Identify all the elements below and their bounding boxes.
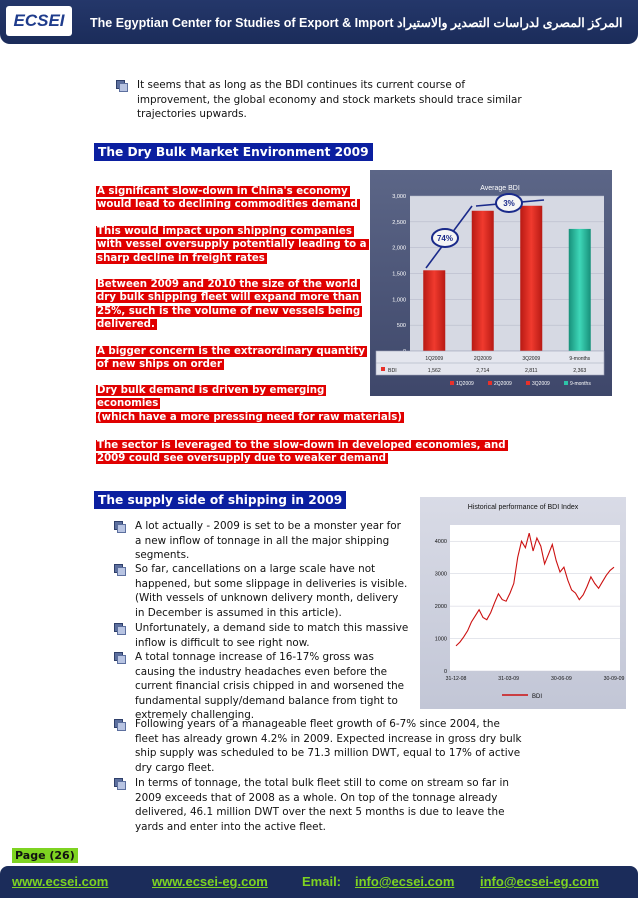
red-paragraph xyxy=(96,384,404,424)
intro-bullet xyxy=(137,78,522,122)
bar xyxy=(520,206,542,351)
annotation-74pct: 74% xyxy=(436,234,454,243)
paragraph-line: sharp decline in freight rates xyxy=(97,252,265,264)
x-tick-label: 30-09-09 xyxy=(603,676,625,682)
bar xyxy=(423,270,445,351)
x-tick-label: 2Q2009 xyxy=(473,356,492,362)
legend-label: 2Q2009 xyxy=(494,381,512,387)
red-paragraph xyxy=(96,278,362,332)
bullet-icon xyxy=(114,564,124,574)
paragraph-line: 25%, such is the volume of new vessels being xyxy=(97,305,361,317)
legend-label: BDI xyxy=(532,694,543,700)
average-bdi-bar-chart xyxy=(370,170,612,396)
paragraph-line: delivered. xyxy=(97,319,155,331)
paragraph-line: economies xyxy=(97,398,159,410)
intro-line: It seems that as long as the BDI continues its current course of xyxy=(137,79,466,91)
x-tick-label: 1Q2009 xyxy=(425,356,444,362)
paragraph-line: The sector is leveraged to the slow-down in developed economies, and xyxy=(97,440,506,451)
paragraph-line: Between 2009 and 2010 the size of the world xyxy=(97,279,358,290)
y-tick-label: 3,000 xyxy=(392,194,406,200)
supply-bullet xyxy=(135,776,509,834)
legend-swatch xyxy=(450,381,454,385)
y-tick-label: 4000 xyxy=(434,539,447,546)
paragraph-line: This would impact upon shipping companies xyxy=(97,226,352,237)
x-tick-label: 31-12-08 xyxy=(445,676,467,682)
bullet-line: dry cargo fleet. xyxy=(135,761,215,774)
bullet-line: inflow is difficult to see right now. xyxy=(135,636,310,649)
table-value: 2,811 xyxy=(524,368,538,374)
paragraph-line: of new ships on order xyxy=(97,359,222,371)
paragraph-line: would lead to declining commodities demand xyxy=(97,199,358,211)
supply-bullet xyxy=(135,650,404,723)
paragraph-line: with vessel oversupply potentially leading to a xyxy=(97,239,367,251)
y-tick-label: 2000 xyxy=(434,604,447,611)
legend-label: 1Q2009 xyxy=(456,381,474,387)
y-tick-label: 0 xyxy=(443,669,447,675)
paragraph-line: Dry bulk demand is driven by emerging xyxy=(97,385,325,396)
x-tick-label: 3Q2009 xyxy=(522,356,541,362)
y-tick-label: 1,000 xyxy=(392,297,406,304)
paragraph-line: dry bulk shipping fleet will expand more than xyxy=(97,292,360,304)
bullet-line: A total tonnage increase of 16-17% gross was xyxy=(135,651,374,663)
legend-swatch xyxy=(488,381,492,385)
bullet-icon xyxy=(114,652,124,662)
bullet-line: a new inflow of tonnage in all the major shipping xyxy=(135,534,390,547)
x-tick-label: 9-months xyxy=(569,356,591,362)
footer-email-ecsei-eg[interactable]: info@ecsei-eg.com xyxy=(480,874,599,889)
annotation-3pct: 3% xyxy=(503,199,515,208)
bullet-icon xyxy=(114,623,124,633)
x-tick-label: 31-03-09 xyxy=(498,676,520,682)
bullet-line: yards and enter into the active fleet. xyxy=(135,820,326,833)
page-header xyxy=(0,0,638,44)
bullet-line: happened, but some slippage in deliveries is visible. xyxy=(135,577,408,590)
legend-swatch xyxy=(564,381,568,385)
section-heading-dry-bulk: The Dry Bulk Market Environment 2009 xyxy=(94,143,373,161)
bullet-line: fleet has already grown 4.2% in 2009. Expected increase in gross dry bulk xyxy=(135,732,522,745)
section-heading-supply-side: The supply side of shipping in 2009 xyxy=(94,491,346,509)
red-paragraph xyxy=(96,225,369,265)
bullet-line: 2009 exceeds that of 2008 as a whole. On top of the tonnage already xyxy=(135,791,498,804)
table-series-swatch xyxy=(381,367,385,371)
chart-title: Historical performance of BDI Index xyxy=(467,504,579,511)
x-tick-label: 30-06-09 xyxy=(550,676,572,682)
table-value: 1,562 xyxy=(427,368,441,374)
bar xyxy=(569,229,591,351)
bar xyxy=(472,211,494,351)
red-paragraph xyxy=(96,185,360,212)
red-paragraph xyxy=(96,439,508,466)
y-tick-label: 3000 xyxy=(434,571,447,578)
table-series-label: BDI xyxy=(388,368,397,374)
bullet-line: (With vessels of unknown delivery month, delivery xyxy=(135,592,399,605)
plot-area xyxy=(450,525,620,671)
paragraph-line: (which have a more pressing need for raw materials) xyxy=(97,411,402,423)
bullet-line: In terms of tonnage, the total bulk fleet still to come on stream so far in xyxy=(135,777,509,789)
supply-bullet xyxy=(135,621,408,650)
footer-link-ecsei-eg[interactable]: www.ecsei-eg.com xyxy=(152,874,268,889)
bullet-line: extremely challenging. xyxy=(135,709,255,722)
footer-email-ecsei[interactable]: info@ecsei.com xyxy=(355,874,455,889)
supply-bullet xyxy=(135,562,407,620)
page-footer xyxy=(0,866,638,898)
bullet-line: Unfortunately, a demand side to match this massive xyxy=(135,622,409,634)
bullet-icon xyxy=(114,778,124,788)
bullet-icon xyxy=(114,521,124,531)
table-value: 2,714 xyxy=(476,368,490,374)
bullet-line: delivered, 46.1 million DWT over the next 5 months is due to leave the xyxy=(135,806,505,819)
bullet-line: Following years of a manageable fleet growth of 6-7% since 2004, the xyxy=(135,718,500,730)
footer-link-ecsei[interactable]: www.ecsei.com xyxy=(12,874,109,889)
intro-line: improvement, the global economy and stock markets should trace similar xyxy=(137,93,522,106)
bullet-icon xyxy=(116,80,126,90)
ecsei-logo: ECSEI xyxy=(6,6,72,36)
y-tick-label: 2,000 xyxy=(392,245,406,252)
paragraph-line: 2009 could see oversupply due to weaker demand xyxy=(97,453,386,465)
red-paragraph xyxy=(96,345,367,372)
legend-label: 9-months xyxy=(570,381,591,387)
y-tick-label: 2,500 xyxy=(392,219,406,226)
bullet-line: A lot actually - 2009 is set to be a monster year for xyxy=(135,520,401,532)
footer-email-label: Email: xyxy=(302,874,342,889)
intro-line: trajectories upwards. xyxy=(137,108,247,121)
header-title: The Egyptian Center for Studies of Export & Import المركز المصرى لدراسات التصدير والاستيراد xyxy=(90,16,623,30)
supply-bullet xyxy=(135,717,522,775)
y-tick-label: 500 xyxy=(396,323,406,330)
historical-bdi-line-chart xyxy=(420,497,626,709)
bullet-line: So far, cancellations on a large scale have not xyxy=(135,563,376,575)
page-number: Page (26) xyxy=(12,848,78,863)
table-value: 2,363 xyxy=(573,368,587,374)
bullet-line: causing the industry headaches even before the xyxy=(135,665,388,678)
chart-title: Average BDI xyxy=(480,185,520,192)
paragraph-line: A significant slow-down in China's economy xyxy=(97,186,348,197)
supply-bullet xyxy=(135,519,401,563)
paragraph-line: A bigger concern is the extraordinary quantity xyxy=(97,346,365,357)
bullet-line: current financial crisis chipped in and worsened the xyxy=(135,680,405,693)
bullet-line: segments. xyxy=(135,549,190,562)
y-tick-label: 1,500 xyxy=(392,271,406,278)
legend-swatch xyxy=(526,381,530,385)
bullet-line: in December is assumed in this article). xyxy=(135,606,342,619)
bullet-line: fundamental supply/demand balance from tight to xyxy=(135,694,398,707)
bullet-line: ship supply was scheduled to be 71.3 million DWT, equal to 17% of active xyxy=(135,747,521,760)
y-tick-label: 1000 xyxy=(434,636,447,643)
legend-label: 3Q2009 xyxy=(532,381,550,387)
bullet-icon xyxy=(114,719,124,729)
